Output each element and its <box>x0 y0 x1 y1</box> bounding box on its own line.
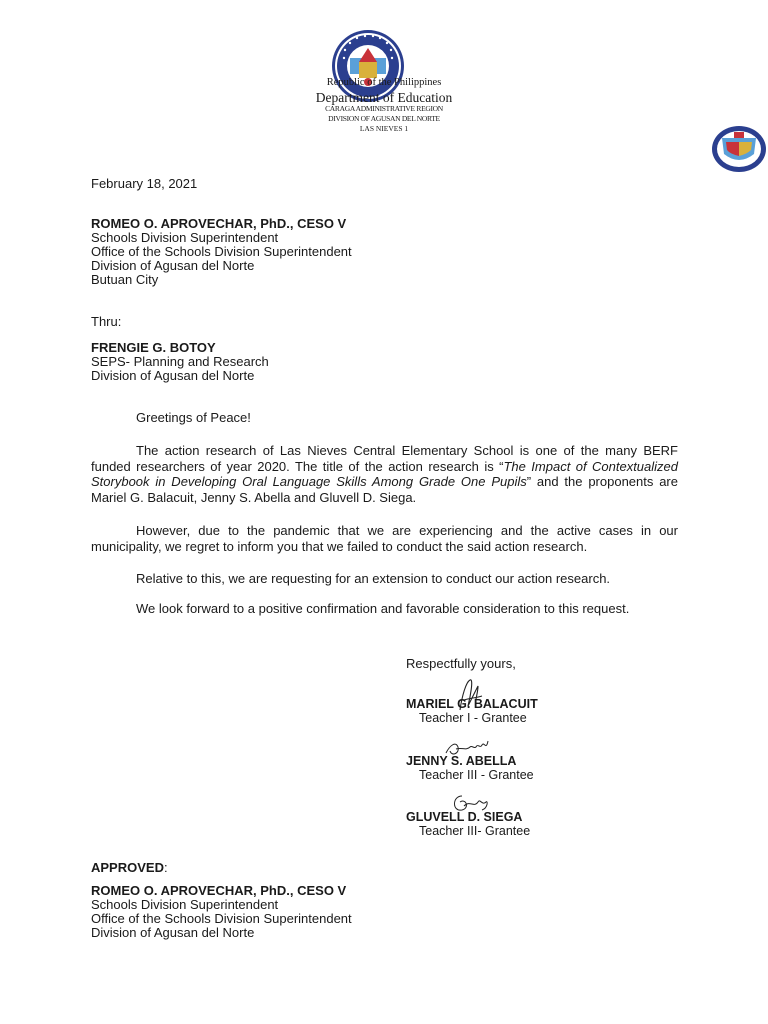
thru-title: SEPS- Planning and Research <box>91 354 269 369</box>
thru-name: FRENGIE G. BOTOY <box>91 340 216 355</box>
letter-date: February 18, 2021 <box>91 176 198 191</box>
signatory-1 <box>406 697 538 725</box>
body-paragraph-3: Relative to this, we are requesting for an extension to conduct our action research. <box>136 571 611 586</box>
signatory-3 <box>406 810 530 838</box>
header-district: LAS NIEVES 1 <box>359 124 409 133</box>
approver-name: ROMEO O. APROVECHAR, PhD., CESO V <box>91 883 347 898</box>
recipient-city: Butuan City <box>91 272 159 287</box>
header-republic: Republic of the Philippines <box>326 77 442 88</box>
closing: Respectfully yours, <box>406 656 516 671</box>
approver-office: Office of the Schools Division Superintendent <box>91 911 352 926</box>
signatory-name: MARIEL G. BALACUIT <box>406 697 538 711</box>
thru-label: Thru: <box>91 314 122 329</box>
signatory-role: Teacher I - Grantee <box>419 711 527 725</box>
recipient-name: ROMEO O. APROVECHAR, PhD., CESO V <box>91 216 347 231</box>
signatory-role: Teacher III - Grantee <box>419 768 534 782</box>
recipient-block <box>91 217 352 287</box>
header-department: Department of Education <box>315 90 453 105</box>
recipient-division: Division of Agusan del Norte <box>91 258 255 273</box>
header-division: DIVISION OF AGUSAN DEL NORTE <box>328 114 440 123</box>
greeting: Greetings of Peace! <box>136 410 251 425</box>
approved-label: APPROVED <box>91 860 164 875</box>
approved-heading <box>91 861 168 875</box>
approved-colon: : <box>163 860 168 875</box>
thru-block <box>91 341 269 383</box>
signatory-role: Teacher III- Grantee <box>419 824 531 838</box>
thru-division: Division of Agusan del Norte <box>91 368 255 383</box>
approver-block <box>91 884 352 940</box>
body-paragraph-4: We look forward to a positive confirmation and favorable consideration to this request. <box>136 601 630 616</box>
signatory-name: JENNY S. ABELLA <box>406 754 517 768</box>
body-paragraph-1-start: The action research of Las Nieves Central Elementary School is one of the many BERF funded researchers of year 2020. The title of the action research is “ <box>91 443 678 474</box>
body-paragraph-1-end: ” and the proponents are Mariel G. Balacuit, Jenny S. Abella and Gluvell D. Siega. <box>91 474 678 505</box>
research-title: The Impact of Contextualized Storybook in Developing Oral Language Skills Among Grade One Pupils <box>91 458 678 489</box>
recipient-title: Schools Division Superintendent <box>91 230 279 245</box>
approver-title: Schools Division Superintendent <box>91 897 279 912</box>
signatory-2 <box>406 754 534 782</box>
recipient-office: Office of the Schools Division Superintendent <box>91 244 352 259</box>
header-region: CARAGA ADMINISTRATIVE REGION <box>325 104 443 113</box>
approver-division: Division of Agusan del Norte <box>91 925 255 940</box>
signatory-name: GLUVELL D. SIEGA <box>406 810 523 824</box>
body-paragraph-2: However, due to the pandemic that we are experiencing and the active cases in our municipality, we regret to inform you that we failed to conduct the said action research. <box>91 523 678 554</box>
body-paragraph-1 <box>91 443 678 505</box>
